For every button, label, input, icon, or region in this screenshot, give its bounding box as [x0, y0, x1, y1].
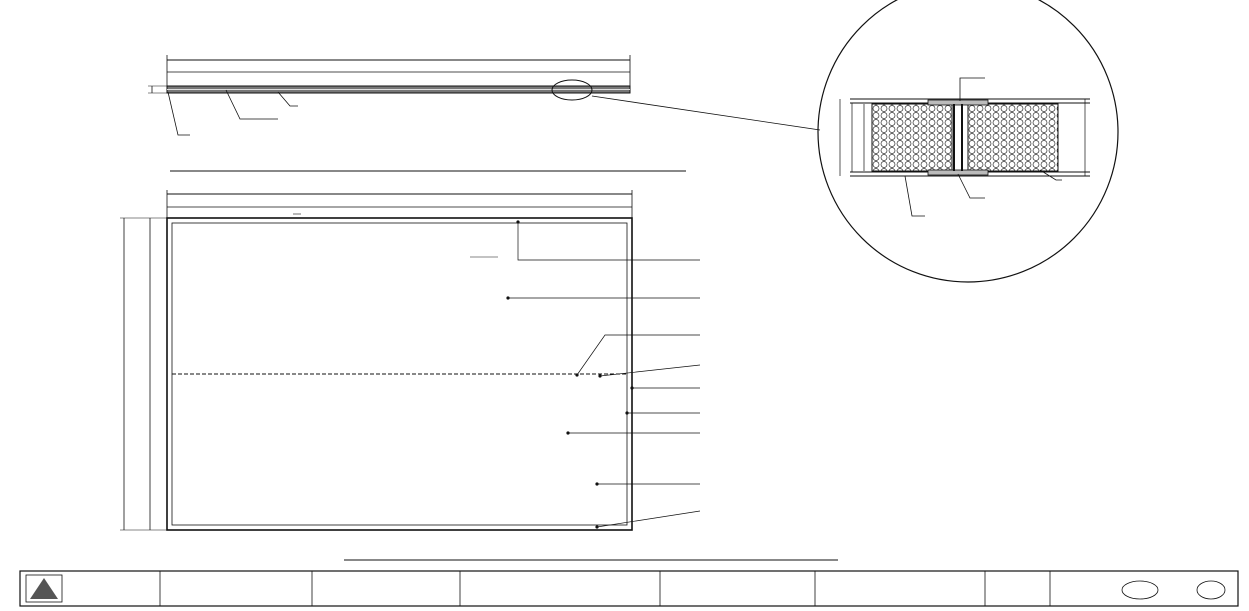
title-block	[20, 571, 1238, 606]
elevation-dimensions	[120, 190, 632, 530]
detail-circle	[818, 0, 1118, 282]
top-section-view	[148, 55, 820, 171]
wall-elevation	[167, 214, 838, 560]
